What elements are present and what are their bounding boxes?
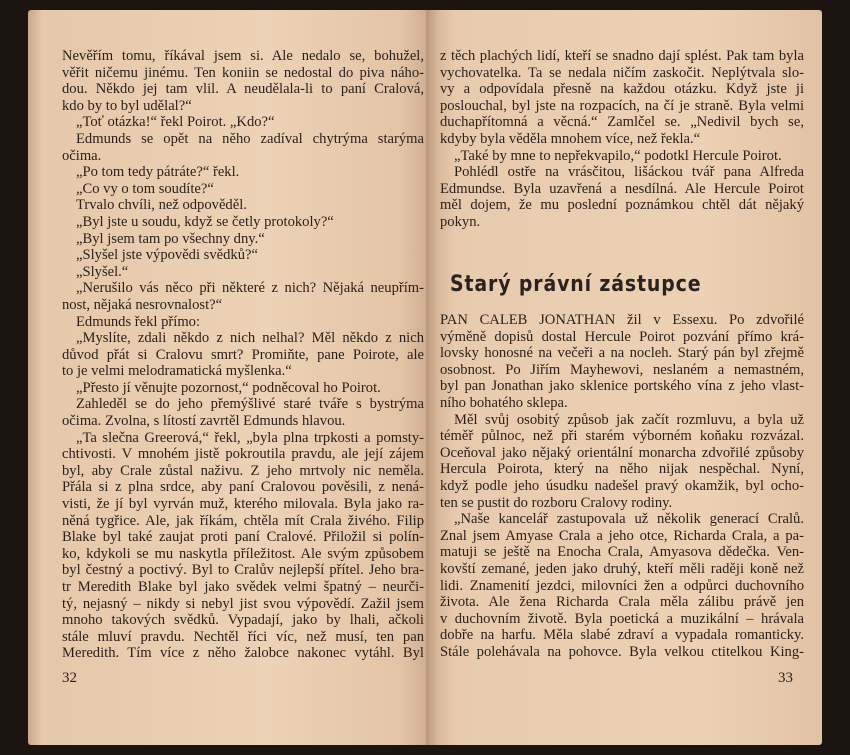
- text-line: „Naše kancelář zastupovala už několik generací Cralů.: [454, 511, 804, 528]
- text-line: lovsky honosné na večeři a na nocleh. Starý pán byl zřejmě: [440, 345, 804, 362]
- text-line: Přála si z plna srdce, aby paní Cralovou pověsili, z nená-: [62, 479, 424, 496]
- text-line: života. Ale žena Richarda Crala měla zálibu právě jen: [440, 594, 804, 611]
- text-line: PAN CALEB JONATHAN žil v Essexu. Po zdvořilé: [440, 312, 804, 328]
- text-line: Zahleděl se do jeho přemýšlivé staré tváře s bystrýma: [76, 396, 424, 413]
- text-line: Meredith. Tím více z něho žalobce nakonec vytáhl. Byl: [62, 645, 424, 662]
- text-line: kovští zemané, jeden jako druhý, kteří měli raději koně než: [440, 560, 804, 577]
- text-line: „Slyšel jste výpovědi svědků?“: [76, 247, 258, 264]
- text-line: „Byl jste u soudu, když se četly protokoly?“: [76, 213, 334, 230]
- left-page: [28, 10, 426, 745]
- text-line: očima. Zvolna, s lítostí zavrtěl Edmunds hlavou.: [62, 413, 346, 430]
- text-line: dobře na harfu. Měla slabé zdraví a vypadala romanticky.: [440, 627, 804, 644]
- text-line: vychovatelka. Ta se nedala ničím zaskočit. Neplýtvala slo-: [440, 64, 804, 81]
- text-line: Oceňoval jako nějaký orientální monarcha zdvořilé způsoby: [440, 444, 804, 461]
- text-line: očima.: [62, 147, 102, 164]
- text-line: nost, nějaká nesrovnalost?“: [62, 296, 223, 313]
- text-line: poslouchal, byl jste na rozpacích, na čí je straně. Byla velmi: [440, 97, 804, 114]
- text-line: vy a odpovídala přesně na každou otázku. Když jste ji: [440, 81, 804, 98]
- text-line: když podle jeho úsudku nadešel pravý okamžik, byl ocho-: [440, 477, 804, 494]
- text-line: Edmundse. Byla uzavřená a nesdílná. Ale Hercule Poirot: [440, 180, 804, 197]
- text-line: dou. Někdo jej tam vlil. A neudělala-li to paní Cralová,: [62, 81, 424, 98]
- text-line: „Slyšel.“: [76, 263, 129, 280]
- text-line: „Toť otázka!“ řekl Poirot. „Kdo?“: [76, 114, 275, 131]
- text-line: věřit ničemu jinému. Ten koniin se nedostal do piva náho-: [62, 64, 424, 81]
- text-line: matuji se ještě na Enocha Crala, Amyasova dědečka. Ven-: [440, 544, 804, 561]
- text-line: „Také by mne to nepřekvapilo,“ podotkl Hercule Poirot.: [454, 147, 782, 164]
- text-line: chtivosti. V mnohém jistě pokroutila pravdu, ale její zájem: [62, 446, 424, 463]
- text-line: „Ta slečna Greerová,“ řekl, „byla plna trpkosti a pomsty-: [76, 429, 424, 446]
- text-line: Trvalo chvíli, než odpověděl.: [76, 197, 247, 214]
- text-line: byl čestný a poctivý. Byl to Cralův nejlepší přítel. Jeho bra-: [62, 562, 424, 579]
- text-line: kdo by to byl udělal?“: [62, 97, 192, 114]
- text-line: lidi. Znamenití jezdci, milovníci žen a odpůrci duchovního: [440, 577, 804, 594]
- text-line: měl dojem, že mu poslední poznámkou chtěl dát nějaký: [440, 197, 804, 214]
- text-line: byl pan Jonathan jako sklenice portského vína z jeho vlast-: [440, 378, 804, 395]
- text-line: ten se pustit do rozboru Cralovy rodiny.: [440, 494, 673, 511]
- text-line: tr Meredith Blake byl jako svědek velmi špatný – neurči-: [62, 579, 424, 595]
- text-line: Stále polehávala na pohovce. Byla velkou ctitelkou King-: [440, 643, 804, 660]
- text-line: „Po tom tedy pátráte?“ řekl.: [76, 164, 240, 181]
- text-line: byl, aby Crale zůstal naživu. Z jeho mrtvoly nic neměla.: [62, 462, 424, 479]
- page-number-right: 33: [778, 670, 793, 686]
- text-line: Pohlédl ostře na vrásčitou, lišáckou tvář pana Alfreda: [454, 164, 804, 181]
- text-line: tý, nejasný – nikdy si nebyl jist svou výpovědí. Zažil jsem: [62, 595, 424, 612]
- text-line: Měl svůj osobitý způsob jak začít rozmluvu, a byla už: [454, 411, 804, 428]
- right-page: [426, 10, 822, 745]
- text-line: mnoho takových svědků. Vypadají, jako by lhali, ačkoli: [62, 612, 424, 629]
- text-line: Nevěřím tomu, říkával jsem si. Ale nedalo se, bohužel,: [62, 48, 424, 64]
- text-line: pokyn.: [440, 213, 481, 230]
- text-line: kdyby byla věděla mnohem více, než řekla.“: [440, 130, 701, 147]
- text-line: výměně dopisů dostal Hercule Poirot pozvání přímo krá-: [440, 328, 804, 345]
- text-line: Hercula Poirota, který na něho nijak nespěchal. Nyní,: [440, 461, 804, 478]
- page-number-left: 32: [62, 670, 77, 686]
- text-line: „Přesto jí věnujte pozornost,“ podněcoval ho Poirot.: [76, 379, 381, 396]
- right-page-text-bottom: [440, 312, 804, 660]
- text-line: něná tygřice. Ale, jak říkám, chtěla mít Crala živého. Filip: [62, 512, 424, 529]
- right-page-text-top: [440, 48, 804, 231]
- text-line: Edmunds se opět na něho zadíval chytrýma starýma: [76, 130, 424, 147]
- text-line: v duchovním životě. Byla poetická a muzikální – hrávala: [440, 610, 804, 627]
- text-line: to je velmi melodramatická myšlenka.“: [62, 363, 292, 380]
- text-line: duchapřítomná a věcná.“ Zamlčel se. „Nedivil bych se,: [440, 114, 804, 131]
- text-line: Blake byl také zaujat proti paní Cralové. Přiložil si polín-: [62, 529, 424, 546]
- text-line: ko, kdykoli se mu naskytla příležitost. Ale svým způsobem: [62, 545, 424, 562]
- text-line: „Byl jsem tam po všechny dny.“: [76, 230, 265, 247]
- text-line: „Myslíte, zdali někdo z nich nelhal? Měl někdo z nich: [76, 330, 424, 347]
- text-line: téměř půlnoc, než při starém výborném koňaku rozvázal.: [440, 428, 804, 445]
- text-line: Znal jsem Amyase Crala a jeho otce, Richarda Crala, a pa-: [440, 527, 804, 544]
- text-line: Edmunds řekl přímo:: [76, 313, 201, 330]
- text-line: důvod přát si Cralovu smrt? Promiňte, pane Poirote, ale: [62, 346, 424, 363]
- text-line: osobnost. Po Jiřím Mayhewovi, neslaném a nemastném,: [440, 361, 804, 378]
- chapter-title: Starý právní zástupce: [450, 272, 702, 297]
- text-line: stále mluví pravdu. Nechtěl říci víc, než musí, ten pan: [62, 628, 424, 645]
- text-line: ního bohatého sklepa.: [440, 394, 568, 411]
- text-line: z těch plachých lidí, kteří se snadno dají splést. Pak tam byla: [440, 48, 804, 64]
- text-line: „Nerušilo vás něco při některé z nich? Nějaká neupřím-: [76, 280, 424, 297]
- text-line: visti, že jí byl vyrván muž, kterého milovala. Byla jako ra-: [62, 496, 424, 513]
- text-line: „Co vy o tom soudíte?“: [76, 180, 214, 197]
- left-page-text: [62, 48, 424, 662]
